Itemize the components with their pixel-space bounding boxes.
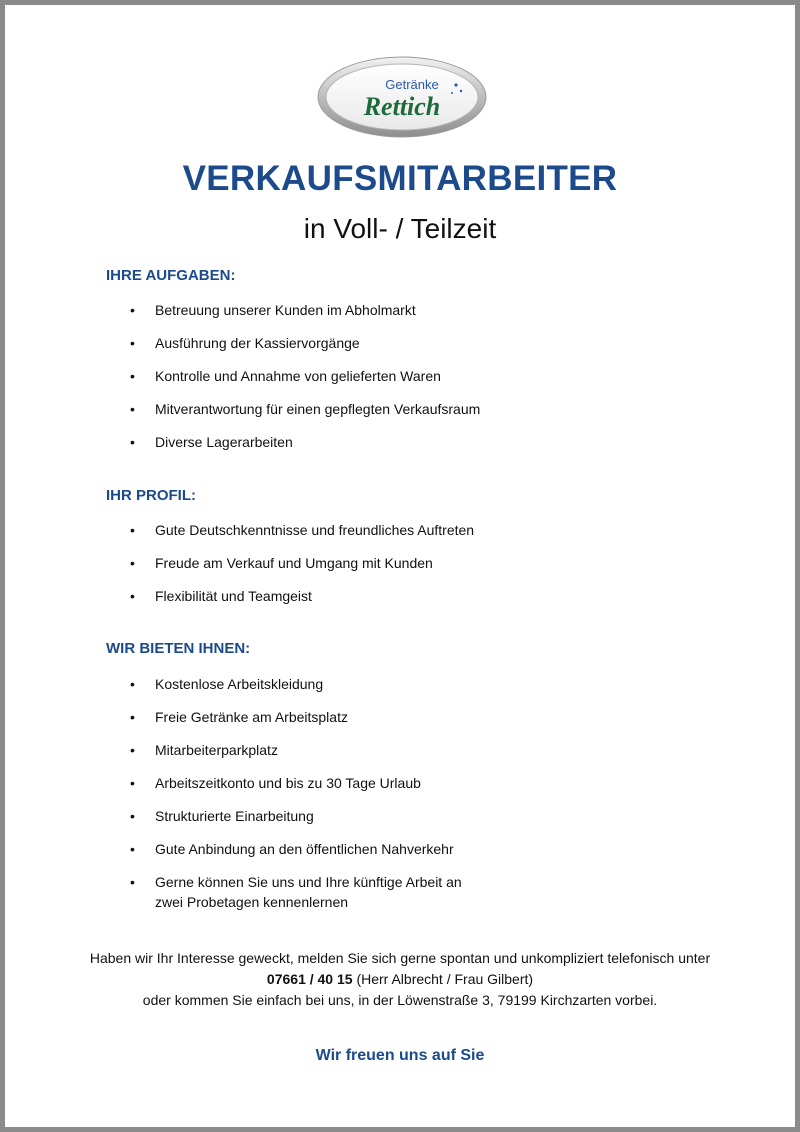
bullet-icon: •	[130, 302, 135, 318]
bullet-icon: •	[130, 522, 135, 538]
bullet-icon: •	[130, 874, 135, 890]
bullet-icon: •	[130, 742, 135, 758]
closing-paragraph	[5, 948, 795, 1011]
bullet-icon: •	[130, 709, 135, 725]
bullet-icon: •	[130, 434, 135, 450]
bullet-icon: •	[130, 555, 135, 571]
phone-number: 07661 / 40 15	[266, 971, 353, 987]
bullet-icon: •	[130, 808, 135, 824]
bullet-icon: •	[130, 676, 135, 692]
bullet-icon: •	[130, 588, 135, 604]
job-title: VERKAUFSMITARBEITER	[182, 159, 618, 198]
job-posting-page: Getränke Rettich VERKAUFSMITARBEITER in Voll- / Teilzeit IHRE AUFGABEN: • Betreuung unserer Kunden im Abholmarkt • Ausführung der Kassiervorgänge • Kontrolle und Annahme von gelieferten Waren • Mitverantwortung für einen gepflegten Verkaufsraum • Diverse Lagerarbeiten IHR PROFIL: • Gute Deutschkenntnisse und freundliches Auftreten • Freude am Verkauf und Umgang mit Kunden • Flexibilität und Teamgeist WIR BIETEN IHNEN: • Kostenlose Arbeitskleidung • Freie Getränke am Arbeitsplatz • Mitarbeiterparkplatz • Arbeitszeitkonto und bis zu 30 Tage Urlaub • Strukturierte Einarbeitung • Gute Anbindung an den öffentlichen Nahverkehr • Gerne können Sie uns und Ihre künftige Arbeit an zwei Probetagen kennenlernen Haben wir Ihr Interesse geweckt, melden Sie sich gerne spontan und unkompliziert telefonisch unter 07661 / 40 15 (Herr Albrecht / Frau Gilbert) oder kommen Sie einfach bei uns, in der Löwenstraße 3, 79199 Kirchzarten vorbei. Wir freuen uns auf Sie	[0, 0, 800, 1132]
getraenke-rettich-logo	[316, 55, 488, 139]
logo-brand-text: Rettich	[363, 92, 441, 121]
bullet-icon: •	[130, 335, 135, 351]
bullet-icon: •	[130, 841, 135, 857]
section-heading-profil: IHR PROFIL:	[106, 487, 196, 504]
footer-greeting: Wir freuen uns auf Sie	[315, 1047, 485, 1064]
closing-line-2	[5, 969, 795, 990]
bullet-icon: •	[130, 775, 135, 791]
closing-line-3: oder kommen Sie einfach bei uns, in der Löwenstraße 3, 79199 Kirchzarten vorbei.	[142, 992, 658, 1008]
bullet-icon: •	[130, 401, 135, 417]
bullet-icon: •	[130, 368, 135, 384]
closing-line-1: Haben wir Ihr Interesse geweckt, melden Sie sich gerne spontan und unkompliziert telefonisch unter	[89, 950, 711, 966]
contact-names: (Herr Albrecht / Frau Gilbert)	[356, 971, 534, 987]
job-subtitle: in Voll- / Teilzeit	[303, 213, 497, 244]
section-heading-aufgaben: IHRE AUFGABEN:	[106, 267, 236, 284]
section-heading-bieten: WIR BIETEN IHNEN:	[106, 640, 251, 657]
logo-top-text: Getränke	[385, 77, 439, 92]
